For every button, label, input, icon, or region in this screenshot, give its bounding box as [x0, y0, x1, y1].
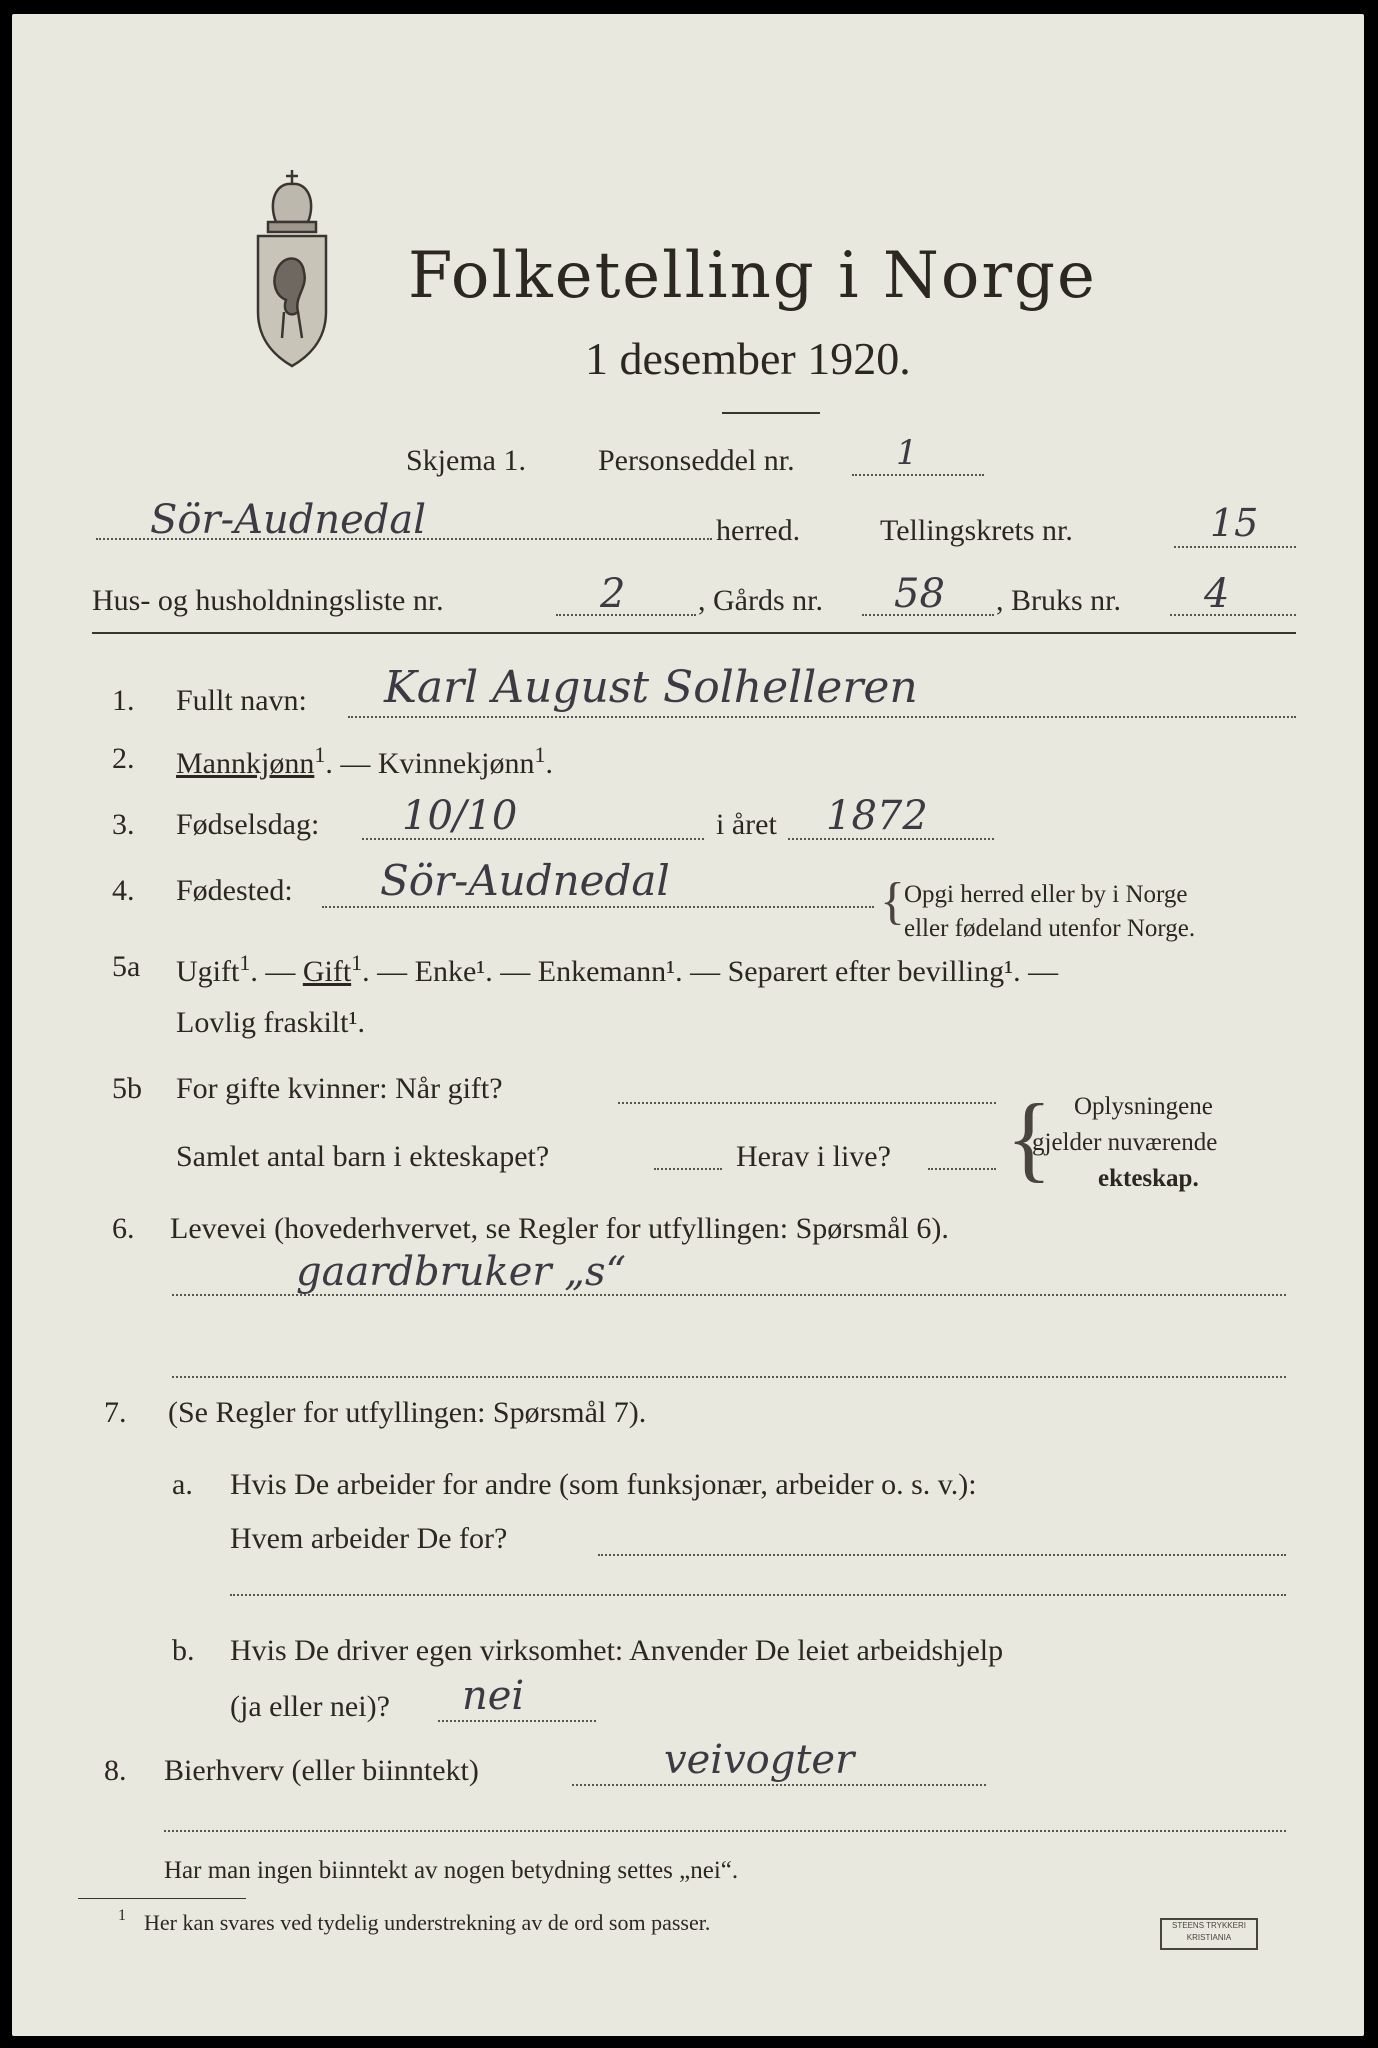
q7a-letter: a.	[172, 1468, 193, 1501]
q5b-note1: Oplysningene	[1074, 1093, 1213, 1120]
q5b-line1: For gifte kvinner: Når gift?	[176, 1072, 503, 1105]
bruks-line	[1170, 614, 1296, 616]
printer-stamp	[1160, 1918, 1258, 1950]
q5b-line1-fill	[618, 1102, 996, 1104]
hus-value: 2	[600, 571, 626, 617]
q8-label: Bierhverv (eller biinntekt)	[164, 1754, 479, 1787]
hus-label: Hus- og husholdningsliste nr.	[92, 584, 444, 617]
q5b-line2b: Herav i live?	[736, 1140, 891, 1173]
q7-label: (Se Regler for utfyllingen: Spørsmål 7).	[168, 1396, 647, 1429]
q5a-sup-gift: 1	[351, 950, 363, 975]
stamp-line1: STEENS TRYKKERI	[1172, 1921, 1246, 1930]
q2-male-option: Mannkjønn	[176, 747, 315, 780]
gards-value: 58	[894, 571, 945, 617]
q7-number: 7.	[104, 1396, 127, 1429]
q5b-number: 5b	[112, 1072, 142, 1105]
herred-label: herred.	[716, 514, 801, 547]
q5a-gift-option: Gift	[302, 955, 352, 988]
q8-note: Har man ingen biinntekt av nogen betydning settes „nei“.	[164, 1857, 739, 1884]
q1-line	[348, 716, 1296, 718]
q8-line	[572, 1784, 986, 1786]
tellingskrets-line	[1174, 546, 1296, 548]
footnote-divider	[78, 1898, 246, 1899]
q4-brace: {	[880, 873, 905, 930]
q7b-line1: Hvis De driver egen virksomhet: Anvender De leiet arbeidshjelp	[230, 1634, 1004, 1667]
stamp-line2: KRISTIANIA	[1186, 1933, 1232, 1942]
q4-number: 4.	[112, 874, 135, 907]
q5b-line2b-fill	[928, 1168, 996, 1170]
q5b-brace: {	[1006, 1084, 1053, 1191]
q5a-line2: Lovlig fraskilt¹.	[176, 1006, 365, 1039]
q8-number: 8.	[104, 1754, 127, 1787]
q4-value: Sör-Audnedal	[380, 856, 670, 905]
q3-year-label: i året	[716, 808, 777, 841]
herred-value: Sör-Audnedal	[150, 497, 427, 543]
header-divider	[722, 412, 820, 414]
q5b-note2: gjelder nuværende	[1032, 1129, 1218, 1156]
q5a-sep: . —	[250, 955, 303, 988]
q4-note-line2: eller fødeland utenfor Norge.	[904, 915, 1196, 942]
q1-number: 1.	[112, 684, 135, 717]
q5a-line1	[176, 952, 1058, 987]
q6-value: gaardbruker „s“	[296, 1249, 626, 1295]
bruks-value: 4	[1204, 571, 1230, 617]
tellingskrets-value: 15	[1210, 501, 1259, 545]
q5a-ugift: Ugift	[176, 955, 240, 988]
tellingskrets-label: Tellingskrets nr.	[880, 514, 1073, 547]
hus-line	[556, 614, 696, 616]
q6-line2	[172, 1376, 1286, 1378]
personseddel-value: 1	[896, 433, 918, 473]
q3-value: 10/10	[402, 793, 518, 839]
footnote-text: Her kan svares ved tydelig understrekning av de ord som passer.	[144, 1910, 711, 1935]
bruks-label: , Bruks nr.	[996, 584, 1122, 617]
q3-year-value: 1872	[826, 793, 928, 839]
q2-sup1: 1	[314, 742, 326, 767]
norway-coat-of-arms-icon	[246, 162, 338, 372]
q8-line2	[164, 1830, 1286, 1832]
q6-label: Levevei (hovederhvervet, se Regler for utfyllingen: Spørsmål 6).	[170, 1212, 949, 1245]
schema-label: Skjema 1.	[406, 444, 526, 477]
census-date: 1 desember 1920.	[585, 333, 911, 384]
q5b-line2: Samlet antal barn i ekteskapet?	[176, 1140, 550, 1173]
q4-label: Fødested:	[176, 874, 293, 907]
q2-end: .	[545, 747, 553, 780]
q7a-line2: Hvem arbeider De for?	[230, 1522, 508, 1555]
q3-number: 3.	[112, 808, 135, 841]
q2-number: 2.	[112, 742, 135, 775]
gards-label: , Gårds nr.	[698, 584, 823, 617]
q5a-sup-ugift: 1	[239, 950, 251, 975]
q2-sup2: 1	[534, 742, 546, 767]
q5a-rest: . — Enke¹. — Enkemann¹. — Separert efter bevilling¹. —	[362, 955, 1059, 988]
section-divider	[92, 632, 1296, 634]
q1-value: Karl August Solhelleren	[384, 662, 918, 713]
q5b-line2-fill	[654, 1168, 722, 1170]
personseddel-line	[852, 474, 984, 476]
q5a-number: 5a	[112, 950, 141, 983]
q8-value: veivogter	[664, 1737, 855, 1783]
q7b-line2-fill	[438, 1720, 596, 1722]
q2-rest: . — Kvinnekjønn	[325, 747, 535, 780]
q2-row	[176, 744, 553, 779]
q7b-letter: b.	[172, 1634, 195, 1667]
form-title: Folketelling i Norge	[408, 239, 1097, 313]
q1-label: Fullt navn:	[176, 684, 307, 717]
q7b-line2: (ja eller nei)?	[230, 1690, 390, 1723]
footnote-sup: 1	[118, 1907, 126, 1924]
q4-line	[322, 906, 874, 908]
q3-label: Fødselsdag:	[176, 808, 320, 841]
q6-number: 6.	[112, 1212, 135, 1245]
personseddel-label: Personseddel nr.	[598, 444, 795, 477]
q7b-value: nei	[462, 1673, 525, 1719]
q4-note-line1: Opgi herred eller by i Norge	[904, 881, 1188, 908]
q7a-line2-fill	[598, 1554, 1286, 1556]
q5b-note3: ekteskap.	[1098, 1165, 1199, 1192]
q7a-line1: Hvis De arbeider for andre (som funksjonær, arbeider o. s. v.):	[230, 1468, 977, 1501]
q7a-line3-fill	[230, 1594, 1286, 1596]
